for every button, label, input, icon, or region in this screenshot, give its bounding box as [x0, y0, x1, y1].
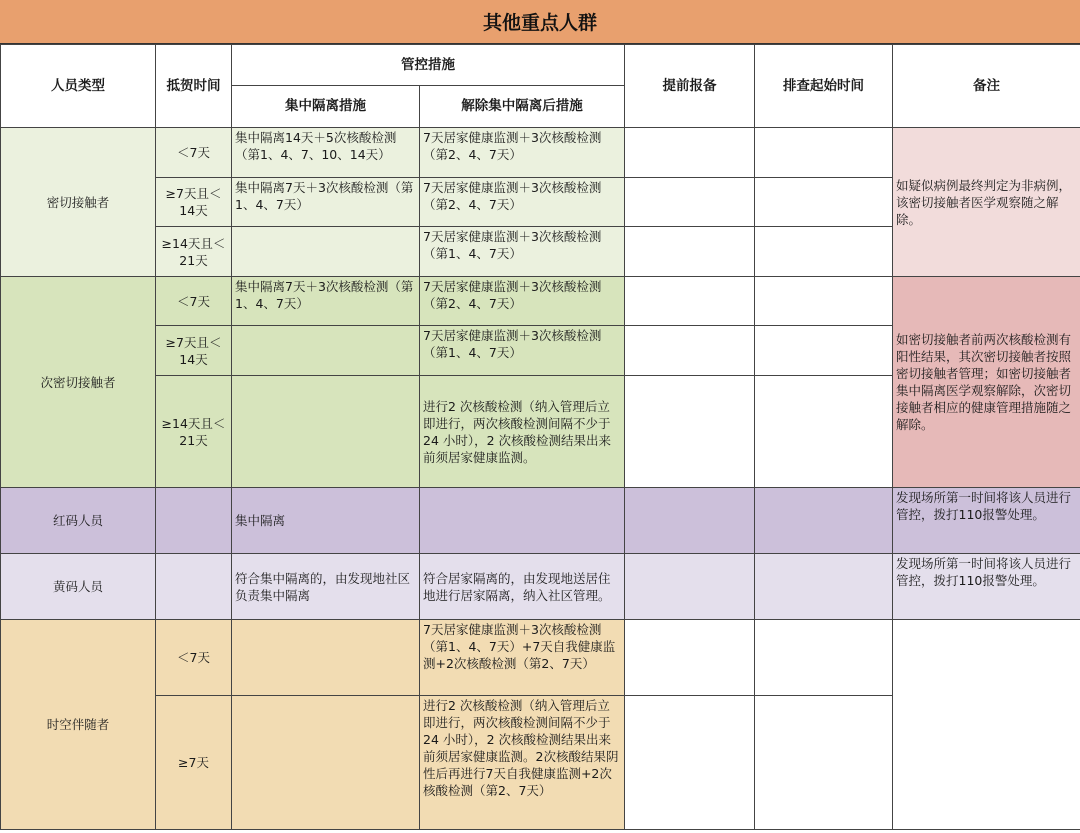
arrival-time-cell [156, 488, 232, 554]
central-isolation-cell: 集中隔离14天＋5次核酸检测（第1、4、7、10、14天） [232, 128, 420, 178]
check-start-cell [755, 326, 893, 376]
note-cell-close-contact: 如疑似病例最终判定为非病例，该密切接触者医学观察随之解除。 [893, 128, 1080, 277]
check-start-cell [755, 554, 893, 620]
person-type-red-code: 红码人员 [1, 488, 156, 554]
report-cell [625, 620, 755, 696]
arrival-time-cell: ＜7天 [156, 128, 232, 178]
person-type-spatiotemporal: 时空伴随者 [1, 620, 156, 830]
after-isolation-cell: 7天居家健康监测＋3次核酸检测（第2、4、7天） [420, 277, 625, 326]
check-start-cell [755, 376, 893, 488]
central-isolation-cell [232, 376, 420, 488]
report-cell [625, 376, 755, 488]
note-cell-red-code: 发现场所第一时间将该人员进行管控，拨打110报警处理。 [893, 488, 1080, 554]
after-isolation-cell: 7天居家健康监测＋3次核酸检测（第2、4、7天） [420, 178, 625, 227]
central-isolation-cell: 符合集中隔离的，由发现地社区负责集中隔离 [232, 554, 420, 620]
header-check-start-time: 排查起始时间 [755, 45, 893, 128]
after-isolation-cell: 进行2 次核酸检测（纳入管理后立即进行，两次核酸检测间隔不少于 24 小时），2 次核酸检测结果出来前须居家健康监测。 [420, 376, 625, 488]
after-isolation-cell: 符合居家隔离的，由发现地送居住地进行居家隔离，纳入社区管理。 [420, 554, 625, 620]
arrival-time-cell: ＜7天 [156, 620, 232, 696]
page-title: 其他重点人群 [0, 0, 1080, 44]
after-isolation-cell: 7天居家健康监测＋3次核酸检测（第1、4、7天） [420, 326, 625, 376]
check-start-cell [755, 696, 893, 830]
after-isolation-cell: 7天居家健康监测＋3次核酸检测（第1、4、7天）+7天自我健康监测+2次核酸检测（第2、7天） [420, 620, 625, 696]
header-after-isolation: 解除集中隔离后措施 [420, 86, 625, 128]
note-cell-secondary-contact: 如密切接触者前两次核酸检测有阳性结果，其次密切接触者按照密切接触者管理；如密切接触者集中隔离医学观察解除，次密切接触者相应的健康管理措施随之解除。 [893, 277, 1080, 488]
report-cell [625, 488, 755, 554]
arrival-time-cell: ＜7天 [156, 277, 232, 326]
check-start-cell [755, 128, 893, 178]
central-isolation-cell: 集中隔离7天＋3次核酸检测（第1、4、7天） [232, 277, 420, 326]
after-isolation-cell [420, 488, 625, 554]
note-cell-yellow-code: 发现场所第一时间将该人员进行管控，拨打110报警处理。 [893, 554, 1080, 620]
after-isolation-cell: 进行2 次核酸检测（纳入管理后立即进行，两次核酸检测间隔不少于 24 小时），2 次核酸检测结果出来前须居家健康监测。2次核酸结果阴性后再进行7天自我健康监测+2次核酸检测（第2、7天） [420, 696, 625, 830]
arrival-time-cell: ≥14天且＜21天 [156, 227, 232, 277]
arrival-time-cell: ≥7天且＜14天 [156, 326, 232, 376]
header-control-measures: 管控措施 [232, 45, 625, 86]
arrival-time-cell [156, 554, 232, 620]
central-isolation-cell [232, 696, 420, 830]
check-start-cell [755, 488, 893, 554]
arrival-time-cell: ≥14天且＜21天 [156, 376, 232, 488]
after-isolation-cell: 7天居家健康监测＋3次核酸检测（第2、4、7天） [420, 128, 625, 178]
person-type-close-contact: 密切接触者 [1, 128, 156, 277]
report-cell [625, 696, 755, 830]
central-isolation-cell: 集中隔离 [232, 488, 420, 554]
arrival-time-cell: ≥7天 [156, 696, 232, 830]
header-arrival-time: 抵贺时间 [156, 45, 232, 128]
header-note: 备注 [893, 45, 1080, 128]
report-cell [625, 227, 755, 277]
header-central-isolation: 集中隔离措施 [232, 86, 420, 128]
note-cell-spatiotemporal [893, 620, 1080, 830]
central-isolation-cell [232, 620, 420, 696]
person-type-secondary-contact: 次密切接触者 [1, 277, 156, 488]
report-cell [625, 277, 755, 326]
check-start-cell [755, 277, 893, 326]
check-start-cell [755, 620, 893, 696]
after-isolation-cell: 7天居家健康监测＋3次核酸检测（第1、4、7天） [420, 227, 625, 277]
report-cell [625, 554, 755, 620]
central-isolation-cell [232, 227, 420, 277]
report-cell [625, 326, 755, 376]
header-advance-report: 提前报备 [625, 45, 755, 128]
check-start-cell [755, 178, 893, 227]
central-isolation-cell [232, 326, 420, 376]
central-isolation-cell: 集中隔离7天＋3次核酸检测（第1、4、7天） [232, 178, 420, 227]
report-cell [625, 178, 755, 227]
key-population-table [0, 44, 1080, 830]
header-person-type: 人员类型 [1, 45, 156, 128]
report-cell [625, 128, 755, 178]
person-type-yellow-code: 黄码人员 [1, 554, 156, 620]
check-start-cell [755, 227, 893, 277]
arrival-time-cell: ≥7天且＜14天 [156, 178, 232, 227]
